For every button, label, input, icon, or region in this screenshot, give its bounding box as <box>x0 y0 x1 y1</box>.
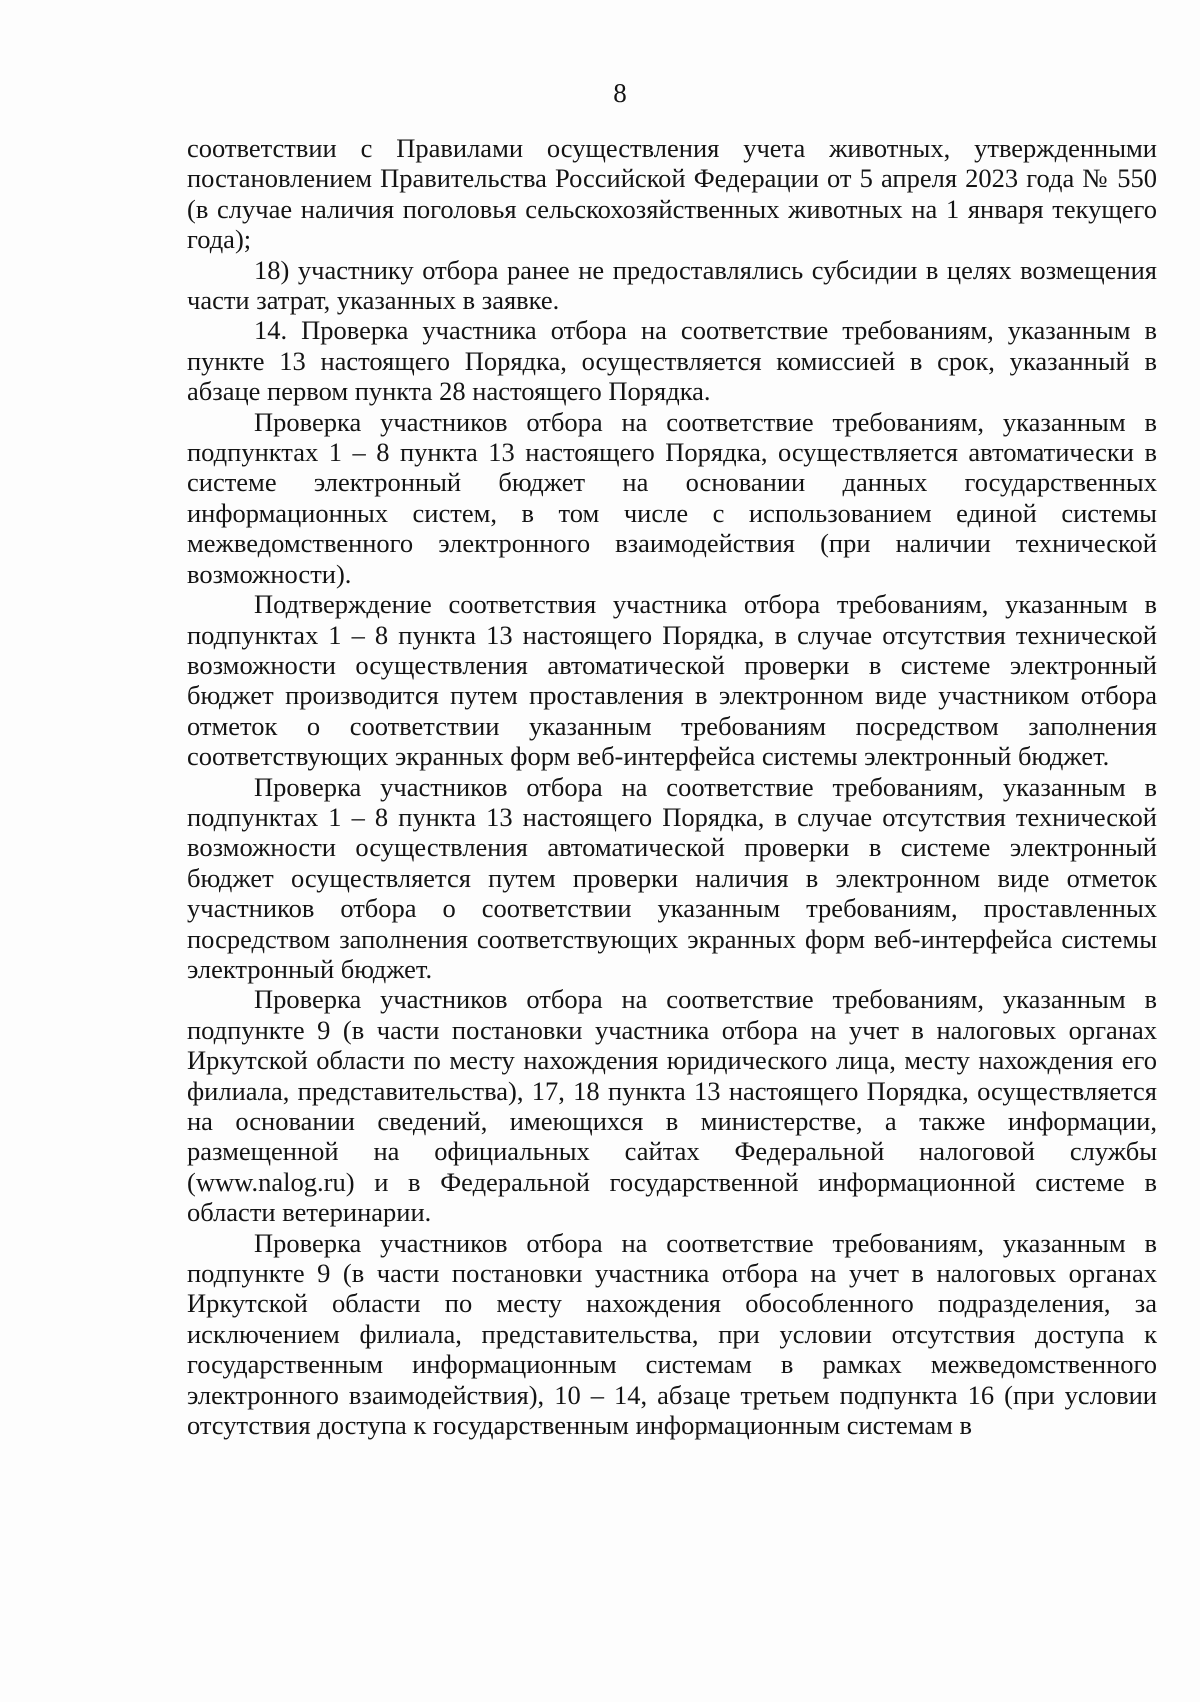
paragraph: Проверка участников отбора на соответствие требованиям, указанным в подпункте 9 (в части постановки участника отбора на учет в налоговых органах Иркутской области по месту нахождения юридического лица, месту нахождения его филиала, представительства), 17, 18 пункта 13 настоящего Порядка, осуществляется на основании сведений, имеющихся в министерстве, а также информации, размещенной на официальных сайтах Федеральной налоговой службы (www.nalog.ru) и в Федеральной государственной информационной системе в области ветеринарии. <box>187 984 1157 1228</box>
paragraph: Проверка участников отбора на соответствие требованиям, указанным в подпунктах 1 – 8 пункта 13 настоящего Порядка, осуществляется автоматически в системе электронный бюджет на основании данных государственных информационных систем, в том числе с использованием единой системы межведомственного электронного взаимодействия (при наличии технической возможности). <box>187 406 1157 589</box>
paragraph: Подтверждение соответствия участника отбора требованиям, указанным в подпунктах 1 – 8 пункта 13 настоящего Порядка, в случае отсутствия технической возможности осуществления автоматической проверки в системе электронный бюджет производится путем проставления в электронном виде участником отбора отметок о соответствии указанным требованиям посредством заполнения соответствующих экранных форм веб-интерфейса системы электронный бюджет. <box>187 589 1157 772</box>
paragraph-point-14: 14. Проверка участника отбора на соответствие требованиям, указанным в пункте 13 настоящего Порядка, осуществляется комиссией в срок, указанный в абзаце первом пункта 28 настоящего Порядка. <box>187 315 1157 407</box>
body-text <box>187 133 1157 1440</box>
paragraph: Проверка участников отбора на соответствие требованиям, указанным в подпункте 9 (в части постановки участника отбора на учет в налоговых органах Иркутской области по месту нахождения обособленного подразделения, за исключением филиала, представительства, при условии отсутствия доступа к государственным информационным системам в рамках межведомственного электронного взаимодействия), 10 – 14, абзаце третьем подпункта 16 (при условии отсутствия доступа к государственным информационным системам в <box>187 1227 1157 1441</box>
paragraph-continuation: соответствии с Правилами осуществления учета животных, утвержденными постановлением Правительства Российской Федерации от 5 апреля 2023 года № 550 (в случае наличия поголовья сельскохозяйственных животных на 1 января текущего года); <box>187 133 1157 255</box>
paragraph: Проверка участников отбора на соответствие требованиям, указанным в подпунктах 1 – 8 пункта 13 настоящего Порядка, в случае отсутствия технической возможности осуществления автоматической проверки в системе электронный бюджет осуществляется путем проверки наличия в электронном виде отметок участников отбора о соответствии указанным требованиям, проставленных посредством заполнения соответствующих экранных форм веб-интерфейса системы электронный бюджет. <box>187 771 1157 984</box>
paragraph-item-18: 18) участнику отбора ранее не предоставлялись субсидии в целях возмещения части затрат, указанных в заявке. <box>187 254 1157 316</box>
page-number: 8 <box>613 78 627 108</box>
